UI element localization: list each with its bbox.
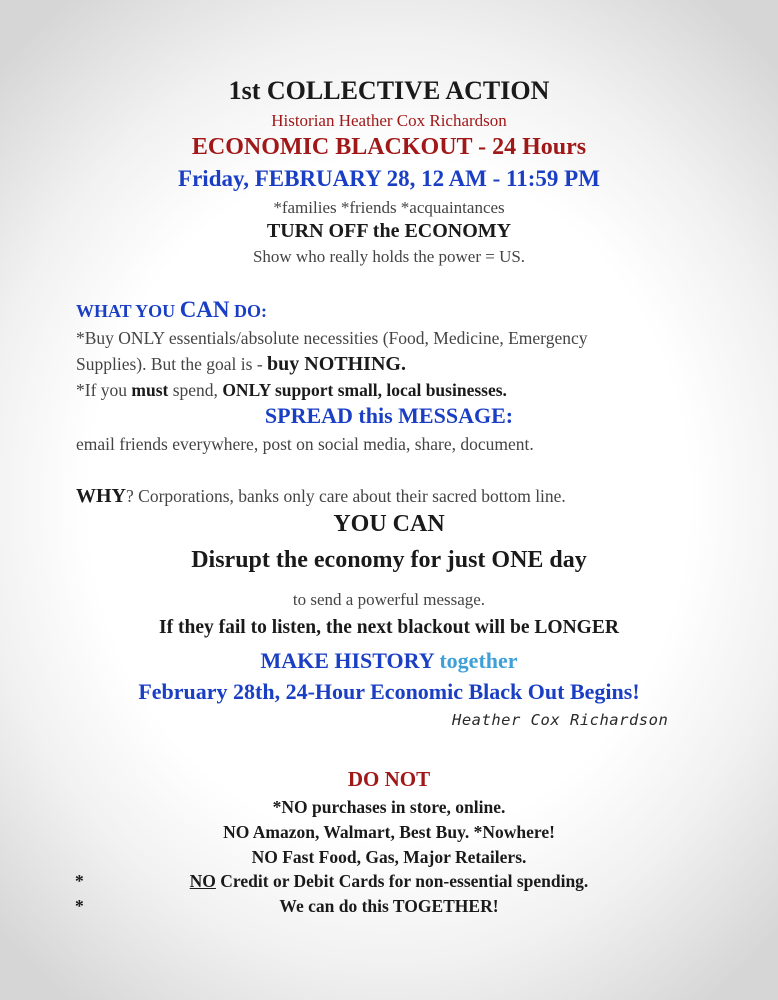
make-history-text: MAKE HISTORY	[260, 648, 440, 673]
can-do-line-3	[76, 380, 507, 401]
do-not-item-5: We can do this TOGETHER!	[279, 896, 499, 916]
turn-off-line: TURN OFF the ECONOMY	[266, 220, 512, 242]
do-not-bullet-5: *	[75, 896, 84, 916]
spread-text: email friends everywhere, post on social media, share, document.	[76, 434, 534, 454]
why-text: ? Corporations, banks only care about their sacred bottom line.	[126, 486, 566, 506]
begins-line: February 28th, 24-Hour Economic Black Out Begins!	[138, 679, 640, 704]
support-local-text: ONLY support small, local businesses.	[222, 380, 507, 400]
buy-nothing-text: buy NOTHING.	[267, 353, 406, 375]
can-do-line-3-c: spend,	[168, 380, 223, 400]
author-line: Historian Heather Cox Richardson	[271, 111, 507, 130]
do-not-item-4	[0, 871, 778, 892]
date-line: Friday, FEBRUARY 28, 12 AM - 11:59 PM	[178, 166, 600, 191]
fail-line: If they fail to listen, the next blackout will be LONGER	[159, 617, 619, 638]
make-history-line	[0, 648, 778, 674]
do-not-item-2: NO Amazon, Walmart, Best Buy. *Nowhere!	[223, 822, 555, 842]
heading-part-a: WHAT YOU	[76, 301, 180, 321]
together-text: together	[439, 648, 518, 673]
disrupt-line: Disrupt the economy for just ONE day	[191, 547, 587, 573]
blackout-heading: ECONOMIC BLACKOUT - 24 Hours	[191, 134, 587, 160]
can-do-line-3-a: *If you	[76, 380, 132, 400]
what-you-can-do-heading	[76, 297, 267, 323]
can-do-line-2-text: Supplies). But the goal is -	[76, 354, 268, 374]
heading-part-can: CAN	[179, 297, 230, 322]
do-not-bullet-4: *	[75, 871, 84, 891]
you-can-line: YOU CAN	[333, 511, 445, 537]
do-not-item-1: *NO purchases in store, online.	[272, 797, 506, 817]
spread-heading: SPREAD this MESSAGE:	[264, 403, 514, 428]
do-not-heading: DO NOT	[347, 767, 431, 791]
show-power-line: Show who really holds the power = US.	[252, 247, 526, 266]
why-label: WHY	[76, 485, 126, 507]
audience-line: *families *friends *acquaintances	[273, 198, 505, 217]
flyer-title: 1st COLLECTIVE ACTION	[228, 76, 550, 105]
must-text: must	[131, 380, 169, 400]
heading-part-c: DO:	[229, 301, 268, 321]
send-message-line: to send a powerful message.	[292, 590, 486, 609]
why-line	[76, 485, 566, 508]
do-not-item-4-text: Credit or Debit Cards for non-essential spending.	[215, 871, 589, 891]
no-underlined: NO	[189, 871, 216, 891]
can-do-line-1: *Buy ONLY essentials/absolute necessities (Food, Medicine, Emergency	[76, 328, 588, 348]
do-not-item-3: NO Fast Food, Gas, Major Retailers.	[251, 847, 527, 867]
signature: Heather Cox Richardson	[452, 711, 669, 729]
can-do-line-2	[76, 353, 406, 376]
